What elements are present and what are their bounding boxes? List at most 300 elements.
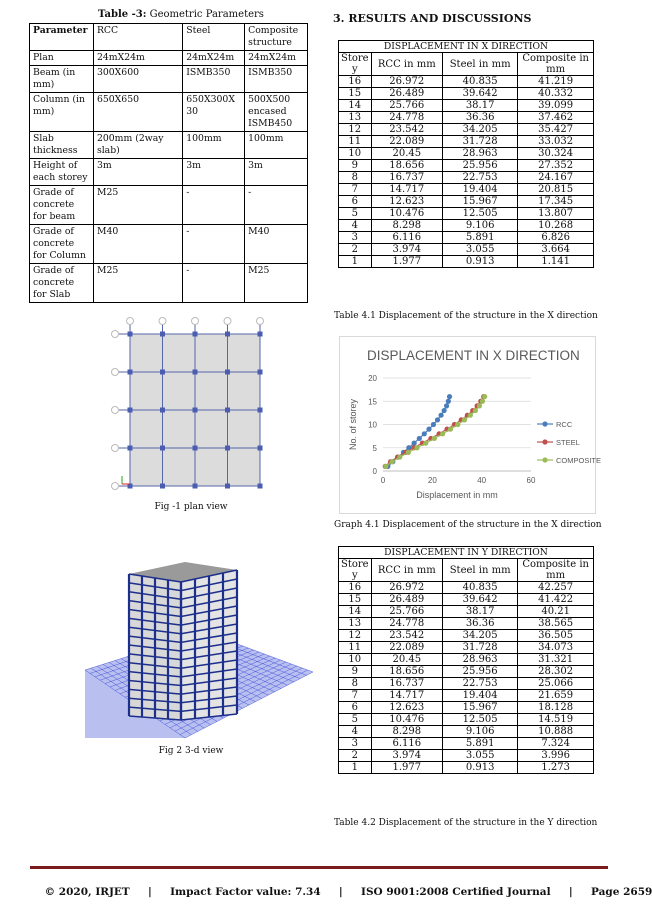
table-header-row — [339, 53, 594, 76]
table-cell: Grade of concrete for Slab — [30, 264, 94, 303]
table-row — [339, 172, 594, 184]
table-cell: M25 — [93, 264, 182, 303]
header-cell: Composite in mm — [518, 53, 594, 76]
table-cell: Height of each storey — [30, 159, 94, 186]
table-cell: 3.974 — [371, 750, 442, 762]
table-cell: 1.977 — [371, 762, 442, 774]
legend-label: STEEL — [556, 438, 580, 447]
header-cell: RCC in mm — [371, 559, 442, 582]
table-cell: 200mm (2way slab) — [93, 132, 182, 159]
column-node — [160, 484, 165, 489]
legend-marker — [542, 421, 547, 426]
table-cell: ISMB350 — [245, 66, 308, 93]
table-cell: 100mm — [245, 132, 308, 159]
geo-header-cell: Parameter — [30, 24, 94, 51]
table-cell: 3.055 — [442, 750, 517, 762]
column-node — [225, 332, 230, 337]
table-cell: 13 — [339, 618, 372, 630]
table-cell: 8.298 — [371, 726, 442, 738]
table-cell: 31.321 — [518, 654, 594, 666]
table-cell: Grade of concrete for beam — [30, 186, 94, 225]
data-point — [473, 408, 478, 413]
table-cell: 4 — [339, 220, 372, 232]
table-cell: 2 — [339, 244, 372, 256]
column-node — [258, 370, 263, 375]
table-cell: 30.324 — [518, 148, 594, 160]
table-row — [30, 132, 308, 159]
x-tick-label: 40 — [477, 476, 487, 485]
table-cell: 40.835 — [442, 76, 517, 88]
table-row — [339, 630, 594, 642]
x-axis-label: Displacement in mm — [416, 490, 498, 500]
table-cell: 20.45 — [371, 654, 442, 666]
table-cell: 35.427 — [518, 124, 594, 136]
footer-copyright: © 2020, IRJET — [44, 886, 130, 898]
table-cell: ISMB350 — [183, 66, 245, 93]
table-cell: 18.128 — [518, 702, 594, 714]
displacement-x-chart — [339, 336, 602, 514]
data-point — [446, 399, 451, 404]
grid-bubble — [112, 331, 119, 338]
table-row — [339, 726, 594, 738]
table-cell: 34.073 — [518, 642, 594, 654]
table-cell: 4 — [339, 726, 372, 738]
table-cell: 21.659 — [518, 690, 594, 702]
table-cell: 26.489 — [371, 88, 442, 100]
table-row — [339, 642, 594, 654]
table-cell: 40.21 — [518, 606, 594, 618]
table-row — [339, 220, 594, 232]
column-node — [160, 370, 165, 375]
table-cell: 41.422 — [518, 594, 594, 606]
data-point — [389, 459, 394, 464]
grid-bubble — [112, 407, 119, 414]
displacement-x-table — [338, 40, 594, 268]
table-cell: 3.996 — [518, 750, 594, 762]
table-cell: 5 — [339, 208, 372, 220]
geo-header-cell: Steel — [183, 24, 245, 51]
table-cell: 300X600 — [93, 66, 182, 93]
table-cell: 650X650 — [93, 93, 182, 132]
table-cell: 3m — [93, 159, 182, 186]
table-cell: 5 — [339, 714, 372, 726]
data-point — [431, 422, 436, 427]
table-row — [339, 196, 594, 208]
geometric-parameters-table — [29, 23, 308, 303]
grid-bubble — [127, 318, 134, 325]
column-node — [128, 370, 133, 375]
table-cell: Grade of concrete for Column — [30, 225, 94, 264]
data-point — [426, 427, 431, 432]
table-cell: 11 — [339, 136, 372, 148]
table-cell: 36.36 — [442, 112, 517, 124]
footer-page-number: Page 2659 — [590, 886, 652, 898]
table-cell: 22.753 — [442, 172, 517, 184]
table-cell: 5.891 — [442, 232, 517, 244]
geo-table-caption: Table -3: Geometric Parameters — [98, 9, 264, 20]
table-cell: Beam (in mm) — [30, 66, 94, 93]
table-cell: 15.967 — [442, 196, 517, 208]
table-cell: 1.141 — [518, 256, 594, 268]
table-cell: 38.565 — [518, 618, 594, 630]
data-point — [480, 399, 485, 404]
column-node — [160, 408, 165, 413]
legend-marker — [542, 439, 547, 444]
table-row — [339, 76, 594, 88]
table-cell: 8 — [339, 172, 372, 184]
table-cell: 3m — [245, 159, 308, 186]
table-cell: 38.17 — [442, 100, 517, 112]
column-node — [128, 332, 133, 337]
table-cell: 41.219 — [518, 76, 594, 88]
table-cell: 3.974 — [371, 244, 442, 256]
table-cell: 16.737 — [371, 172, 442, 184]
column-node — [225, 408, 230, 413]
table-cell: 17.345 — [518, 196, 594, 208]
table-cell: 39.642 — [442, 594, 517, 606]
table-cell: 10.888 — [518, 726, 594, 738]
data-point — [455, 422, 460, 427]
data-point — [406, 450, 411, 455]
table-row — [30, 66, 308, 93]
table-cell: 39.099 — [518, 100, 594, 112]
data-point — [477, 403, 482, 408]
table-cell: 1.977 — [371, 256, 442, 268]
table-cell: M40 — [245, 225, 308, 264]
table-cell: 3m — [183, 159, 245, 186]
y-tick-label: 20 — [368, 374, 377, 383]
table-cell: 12.623 — [371, 196, 442, 208]
table-cell: 3 — [339, 738, 372, 750]
table-title: DISPLACEMENT IN X DIRECTION — [339, 41, 594, 53]
table-cell: 18.656 — [371, 160, 442, 172]
column-node — [193, 370, 198, 375]
column-node — [225, 484, 230, 489]
table-row — [339, 136, 594, 148]
geo-header-cell: Composite structure — [245, 24, 308, 51]
table-cell: 7.324 — [518, 738, 594, 750]
table-row — [339, 678, 594, 690]
table-row — [339, 594, 594, 606]
table-cell: 25.956 — [442, 666, 517, 678]
table-cell: 6.116 — [371, 738, 442, 750]
legend-label: RCC — [556, 420, 573, 429]
table-cell: Plan — [30, 51, 94, 66]
column-node — [258, 446, 263, 451]
table-cell: 24mX24m — [183, 51, 245, 66]
table-cell: 1.273 — [518, 762, 594, 774]
legend-label: COMPOSITE — [556, 456, 602, 465]
table-row — [339, 208, 594, 220]
table-cell: 16 — [339, 582, 372, 594]
table-cell: 6 — [339, 702, 372, 714]
table-row — [30, 264, 308, 303]
table-cell: 31.728 — [442, 642, 517, 654]
table-cell: 20.45 — [371, 148, 442, 160]
table-row — [339, 160, 594, 172]
table-cell: 28.302 — [518, 666, 594, 678]
table-cell: 28.963 — [442, 148, 517, 160]
table-cell: 12.505 — [442, 714, 517, 726]
table-cell: 24.778 — [371, 112, 442, 124]
grid-bubble — [159, 318, 166, 325]
x-tick-label: 20 — [427, 476, 437, 485]
table-cell: 16.737 — [371, 678, 442, 690]
geo-header-cell: RCC — [93, 24, 182, 51]
table-cell: 650X300X 30 — [183, 93, 245, 132]
y-tick-label: 10 — [368, 420, 377, 430]
table-cell: 6 — [339, 196, 372, 208]
header-cell: Store y — [339, 559, 372, 582]
table-cell: 9 — [339, 160, 372, 172]
column-node — [225, 446, 230, 451]
graph-caption: Graph 4.1 Displacement of the structure in the X direction — [334, 520, 602, 530]
table-row — [339, 654, 594, 666]
data-point — [414, 445, 419, 450]
table-cell: 14.717 — [371, 690, 442, 702]
column-node — [258, 408, 263, 413]
y-tick-label: 15 — [368, 397, 377, 407]
header-cell: Steel in mm — [442, 53, 517, 76]
data-point — [468, 413, 473, 418]
table-cell: 23.542 — [371, 124, 442, 136]
table-cell: 500X500 encased ISMB450 — [245, 93, 308, 132]
footer-iso: ISO 9001:2008 Certified Journal — [361, 886, 551, 898]
table-cell: 14.519 — [518, 714, 594, 726]
grid-bubble — [257, 318, 264, 325]
table-cell: 7 — [339, 184, 372, 196]
table-cell: 24.778 — [371, 618, 442, 630]
x-tick-label: 60 — [526, 476, 536, 485]
table-cell: 24mX24m — [93, 51, 182, 66]
table-cell: 36.36 — [442, 618, 517, 630]
data-point — [440, 431, 445, 436]
column-node — [128, 446, 133, 451]
table-cell: 9.106 — [442, 726, 517, 738]
table-row — [339, 256, 594, 268]
header-cell: Steel in mm — [442, 559, 517, 582]
table-cell: 14.717 — [371, 184, 442, 196]
table-row — [30, 93, 308, 132]
table-cell: 10.476 — [371, 208, 442, 220]
table-cell: 15 — [339, 594, 372, 606]
table-cell: 10.268 — [518, 220, 594, 232]
table-y-caption: Table 4.2 Displacement of the structure in the Y direction — [334, 818, 598, 828]
table-cell: 14 — [339, 606, 372, 618]
table-cell: 12.505 — [442, 208, 517, 220]
table-cell: 25.066 — [518, 678, 594, 690]
data-point — [412, 441, 417, 446]
table-cell: 38.17 — [442, 606, 517, 618]
table-x-caption: Table 4.1 Displacement of the structure in the X direction — [334, 311, 598, 321]
table-row — [339, 232, 594, 244]
legend-marker — [542, 457, 547, 462]
table-cell: 1 — [339, 762, 372, 774]
table-cell: 9.106 — [442, 220, 517, 232]
fig2-caption: Fig 2 3-d view — [158, 746, 224, 756]
table-row — [30, 225, 308, 264]
data-point — [438, 413, 443, 418]
table-cell: 19.404 — [442, 184, 517, 196]
displacement-y-table — [338, 546, 594, 774]
column-node — [160, 446, 165, 451]
data-point — [383, 464, 388, 469]
table-row — [339, 618, 594, 630]
table-row — [339, 738, 594, 750]
table-row — [339, 112, 594, 124]
table-cell: 24mX24m — [245, 51, 308, 66]
table-cell: 22.089 — [371, 136, 442, 148]
table-cell: 5.891 — [442, 738, 517, 750]
table-cell: 15 — [339, 88, 372, 100]
table-cell: 10.476 — [371, 714, 442, 726]
table-row — [339, 184, 594, 196]
table-cell: 14 — [339, 100, 372, 112]
table-cell: 36.505 — [518, 630, 594, 642]
table-cell: 8.298 — [371, 220, 442, 232]
column-node — [128, 408, 133, 413]
table-row — [339, 714, 594, 726]
data-point — [442, 408, 447, 413]
3d-view-figure — [85, 560, 313, 740]
plan-view-figure — [110, 316, 272, 494]
grid-bubble — [112, 369, 119, 376]
table-row — [339, 88, 594, 100]
y-axis-label: No. of storey — [348, 398, 358, 451]
fig1-caption: Fig -1 plan view — [154, 502, 228, 512]
grid-bubble — [112, 483, 119, 490]
table-row — [30, 51, 308, 66]
data-point — [397, 454, 402, 459]
table-cell: 3.055 — [442, 244, 517, 256]
table-cell: 18.656 — [371, 666, 442, 678]
table-row — [339, 702, 594, 714]
table-cell: 0.913 — [442, 256, 517, 268]
grid-bubble — [192, 318, 199, 325]
table-cell: 39.642 — [442, 88, 517, 100]
table-cell: 12 — [339, 124, 372, 136]
table-cell: 37.462 — [518, 112, 594, 124]
table-cell: 6.826 — [518, 232, 594, 244]
column-node — [193, 446, 198, 451]
table-title: DISPLACEMENT IN Y DIRECTION — [339, 547, 594, 559]
header-cell: Composite in mm — [518, 559, 594, 582]
table-header-row — [339, 559, 594, 582]
table-cell: 26.972 — [371, 582, 442, 594]
table-cell: 9 — [339, 666, 372, 678]
table-cell: 24.167 — [518, 172, 594, 184]
table-cell: 26.972 — [371, 76, 442, 88]
column-node — [193, 408, 198, 413]
table-cell: 6.116 — [371, 232, 442, 244]
table-cell: 100mm — [183, 132, 245, 159]
header-cell: Store y — [339, 53, 372, 76]
table-cell: 1 — [339, 256, 372, 268]
table-cell: 25.956 — [442, 160, 517, 172]
table-cell: 31.728 — [442, 136, 517, 148]
table-cell: Column (in mm) — [30, 93, 94, 132]
data-point — [423, 441, 428, 446]
header-cell: RCC in mm — [371, 53, 442, 76]
table-row — [30, 186, 308, 225]
grid-bubble — [112, 445, 119, 452]
table-cell: 15.967 — [442, 702, 517, 714]
table-cell: 10 — [339, 148, 372, 160]
grid-bubble — [224, 318, 231, 325]
table-cell: 27.352 — [518, 160, 594, 172]
table-cell: 42.257 — [518, 582, 594, 594]
column-node — [193, 332, 198, 337]
column-node — [193, 484, 198, 489]
table-cell: - — [183, 225, 245, 264]
y-tick-label: 0 — [372, 467, 377, 476]
table-cell: 33.032 — [518, 136, 594, 148]
table-cell: - — [183, 186, 245, 225]
table-cell: Slab thickness — [30, 132, 94, 159]
table-cell: 11 — [339, 642, 372, 654]
table-cell: 10 — [339, 654, 372, 666]
table-row — [339, 244, 594, 256]
table-row — [339, 606, 594, 618]
table-row — [339, 750, 594, 762]
table-cell: 13 — [339, 112, 372, 124]
table-cell: 7 — [339, 690, 372, 702]
table-cell: 16 — [339, 76, 372, 88]
table-row — [339, 762, 594, 774]
table-cell: 0.913 — [442, 762, 517, 774]
column-node — [258, 484, 263, 489]
column-node — [225, 370, 230, 375]
table-cell: 12 — [339, 630, 372, 642]
data-point — [432, 436, 437, 441]
data-point — [447, 394, 452, 399]
table-row — [339, 100, 594, 112]
table-cell: 3.664 — [518, 244, 594, 256]
table-cell: 25.766 — [371, 100, 442, 112]
table-cell: 22.089 — [371, 642, 442, 654]
table-cell: 40.332 — [518, 88, 594, 100]
data-point — [435, 417, 440, 422]
table-cell: 34.205 — [442, 124, 517, 136]
table-cell: 12.623 — [371, 702, 442, 714]
table-title-row — [339, 547, 594, 559]
data-point — [448, 427, 453, 432]
data-point — [417, 436, 422, 441]
table-cell: 34.205 — [442, 630, 517, 642]
table-cell: 22.753 — [442, 678, 517, 690]
data-point — [444, 403, 449, 408]
page-footer: © 2020, IRJET | Impact Factor value: 7.34 | ISO 9001:2008 Certified Journal | Page 2659 — [30, 866, 608, 910]
table-cell: 25.766 — [371, 606, 442, 618]
table-cell: 40.835 — [442, 582, 517, 594]
table-cell: 2 — [339, 750, 372, 762]
table-cell: 8 — [339, 678, 372, 690]
x-tick-label: 0 — [380, 476, 386, 485]
table-cell: M40 — [93, 225, 182, 264]
footer-impact-factor: Impact Factor value: 7.34 — [170, 886, 321, 898]
table-row — [30, 159, 308, 186]
table-cell: - — [245, 186, 308, 225]
y-tick-label: 5 — [372, 443, 377, 453]
table-row — [339, 582, 594, 594]
table-title-row — [339, 41, 594, 53]
column-node — [160, 332, 165, 337]
table-cell: 20.815 — [518, 184, 594, 196]
data-point — [422, 431, 427, 436]
table-cell: 26.489 — [371, 594, 442, 606]
table-cell: - — [183, 264, 245, 303]
data-point — [462, 417, 467, 422]
